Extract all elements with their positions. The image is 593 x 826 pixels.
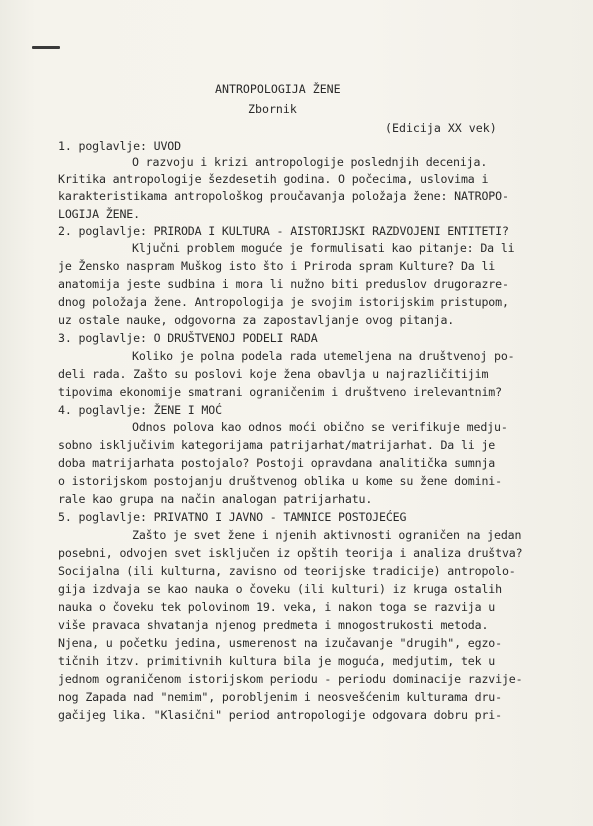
text-line: sobno isključivim kategorijama patrijarhat/matrijarhat. Da li je [58,438,496,452]
chapter-heading: 2. poglavlje: PRIRODA I KULTURA - AISTORIJSKI RAZDVOJENI ENTITETI? [58,224,509,238]
text-line: Zašto je svet žene i njenih aktivnosti ograničen na jedan [132,528,522,542]
text-line: je Žensko naspram Muškog isto što i Priroda spram Kulture? Da li [58,259,496,273]
text-line: o istorijskom postojanju društvenog oblika u kome su žene domini- [58,474,502,488]
text-line: Socijalna (ili kulturna, zavisno od teorijske tradicije) antropolo- [58,564,516,578]
text-line: doba matrijarhata postojalo? Postoji opravdana analitička sumnja [58,456,496,470]
text-line: O razvoju i krizi antropologije poslednjih decenija. [132,155,488,169]
text-line: tičnih itzv. primitivnih kultura bila je moguća, medjutim, tek u [58,654,496,668]
document-title: ANTROPOLOGIJA ŽENE [215,82,341,96]
text-line: dnog položaja žene. Antropologija je svojim istorijskim pristupom, [58,295,509,309]
text-line: Odnos polova kao odnos moći obično se verifikuje medju- [132,420,508,434]
chapter-heading: 4. poglavlje: ŽENE I MOĆ [58,403,222,417]
text-line: Njena, u početku jedina, usmerenost na izučavanje "drugih", egzo- [58,636,502,650]
text-line: posebni, odvojen svet isključen iz opštih teorija i analiza društva? [58,546,523,560]
text-line: deli rada. Zašto su poslovi koje žena obavlja u najrazličitijim [58,367,489,381]
text-line: Koliko je polna podela rada utemeljena na društvenoj po- [132,349,515,363]
chapter-heading: 3. poglavlje: O DRUŠTVENOJ PODELI RADA [58,331,318,345]
text-line: anatomija jeste sudbina i mora li nužno biti preduslov drugorazre- [58,277,509,291]
text-line: uz ostale nauke, odgovorna za zapostavljanje ovog pitanja. [58,313,455,327]
chapter-heading: 5. poglavlje: PRIVATNO I JAVNO - TAMNICE POSTOJEĆEG [58,510,407,524]
text-line: Kritika antropologije šezdesetih godina. O počecima, uslovima i [58,172,489,186]
text-line: jednom ograničenom istorijskom periodu - periodu dominacije razvije- [58,672,523,686]
text-line: gija izdvaja se kao nauka o čoveku (ili kulturi) iz kruga ostalih [58,582,502,596]
chapter-heading: 1. poglavlje: UVOD [58,139,181,153]
text-line: LOGIJA ŽENE. [58,207,140,221]
edition-note: (Edicija XX vek) [385,121,497,135]
text-line: više pravaca shvatanja njenog predmeta i mnogostrukosti metoda. [58,618,489,632]
margin-mark [32,46,60,49]
text-line: karakteristikama antropološkog proučavanja položaja žene: NATROPO- [58,189,509,203]
text-line: nog Zapada nad "nemim", porobljenim i neosvešćenim kulturama dru- [58,690,502,704]
text-line: nauka o čoveku tek polovinom 19. veka, i nakon toga se razvija u [58,600,496,614]
text-line: tipovima ekonomije smatrani ograničenim i društveno irelevantnim? [58,385,502,399]
text-line: Ključni problem moguće je formulisati kao pitanje: Da li [132,241,515,255]
text-line: gačijeg lika. "Klasični" period antropologije odgovara dobru pri- [58,708,502,722]
text-line: rale kao grupa na način analogan patrijarhatu. [58,492,373,506]
document-subtitle: Zbornik [248,102,297,116]
